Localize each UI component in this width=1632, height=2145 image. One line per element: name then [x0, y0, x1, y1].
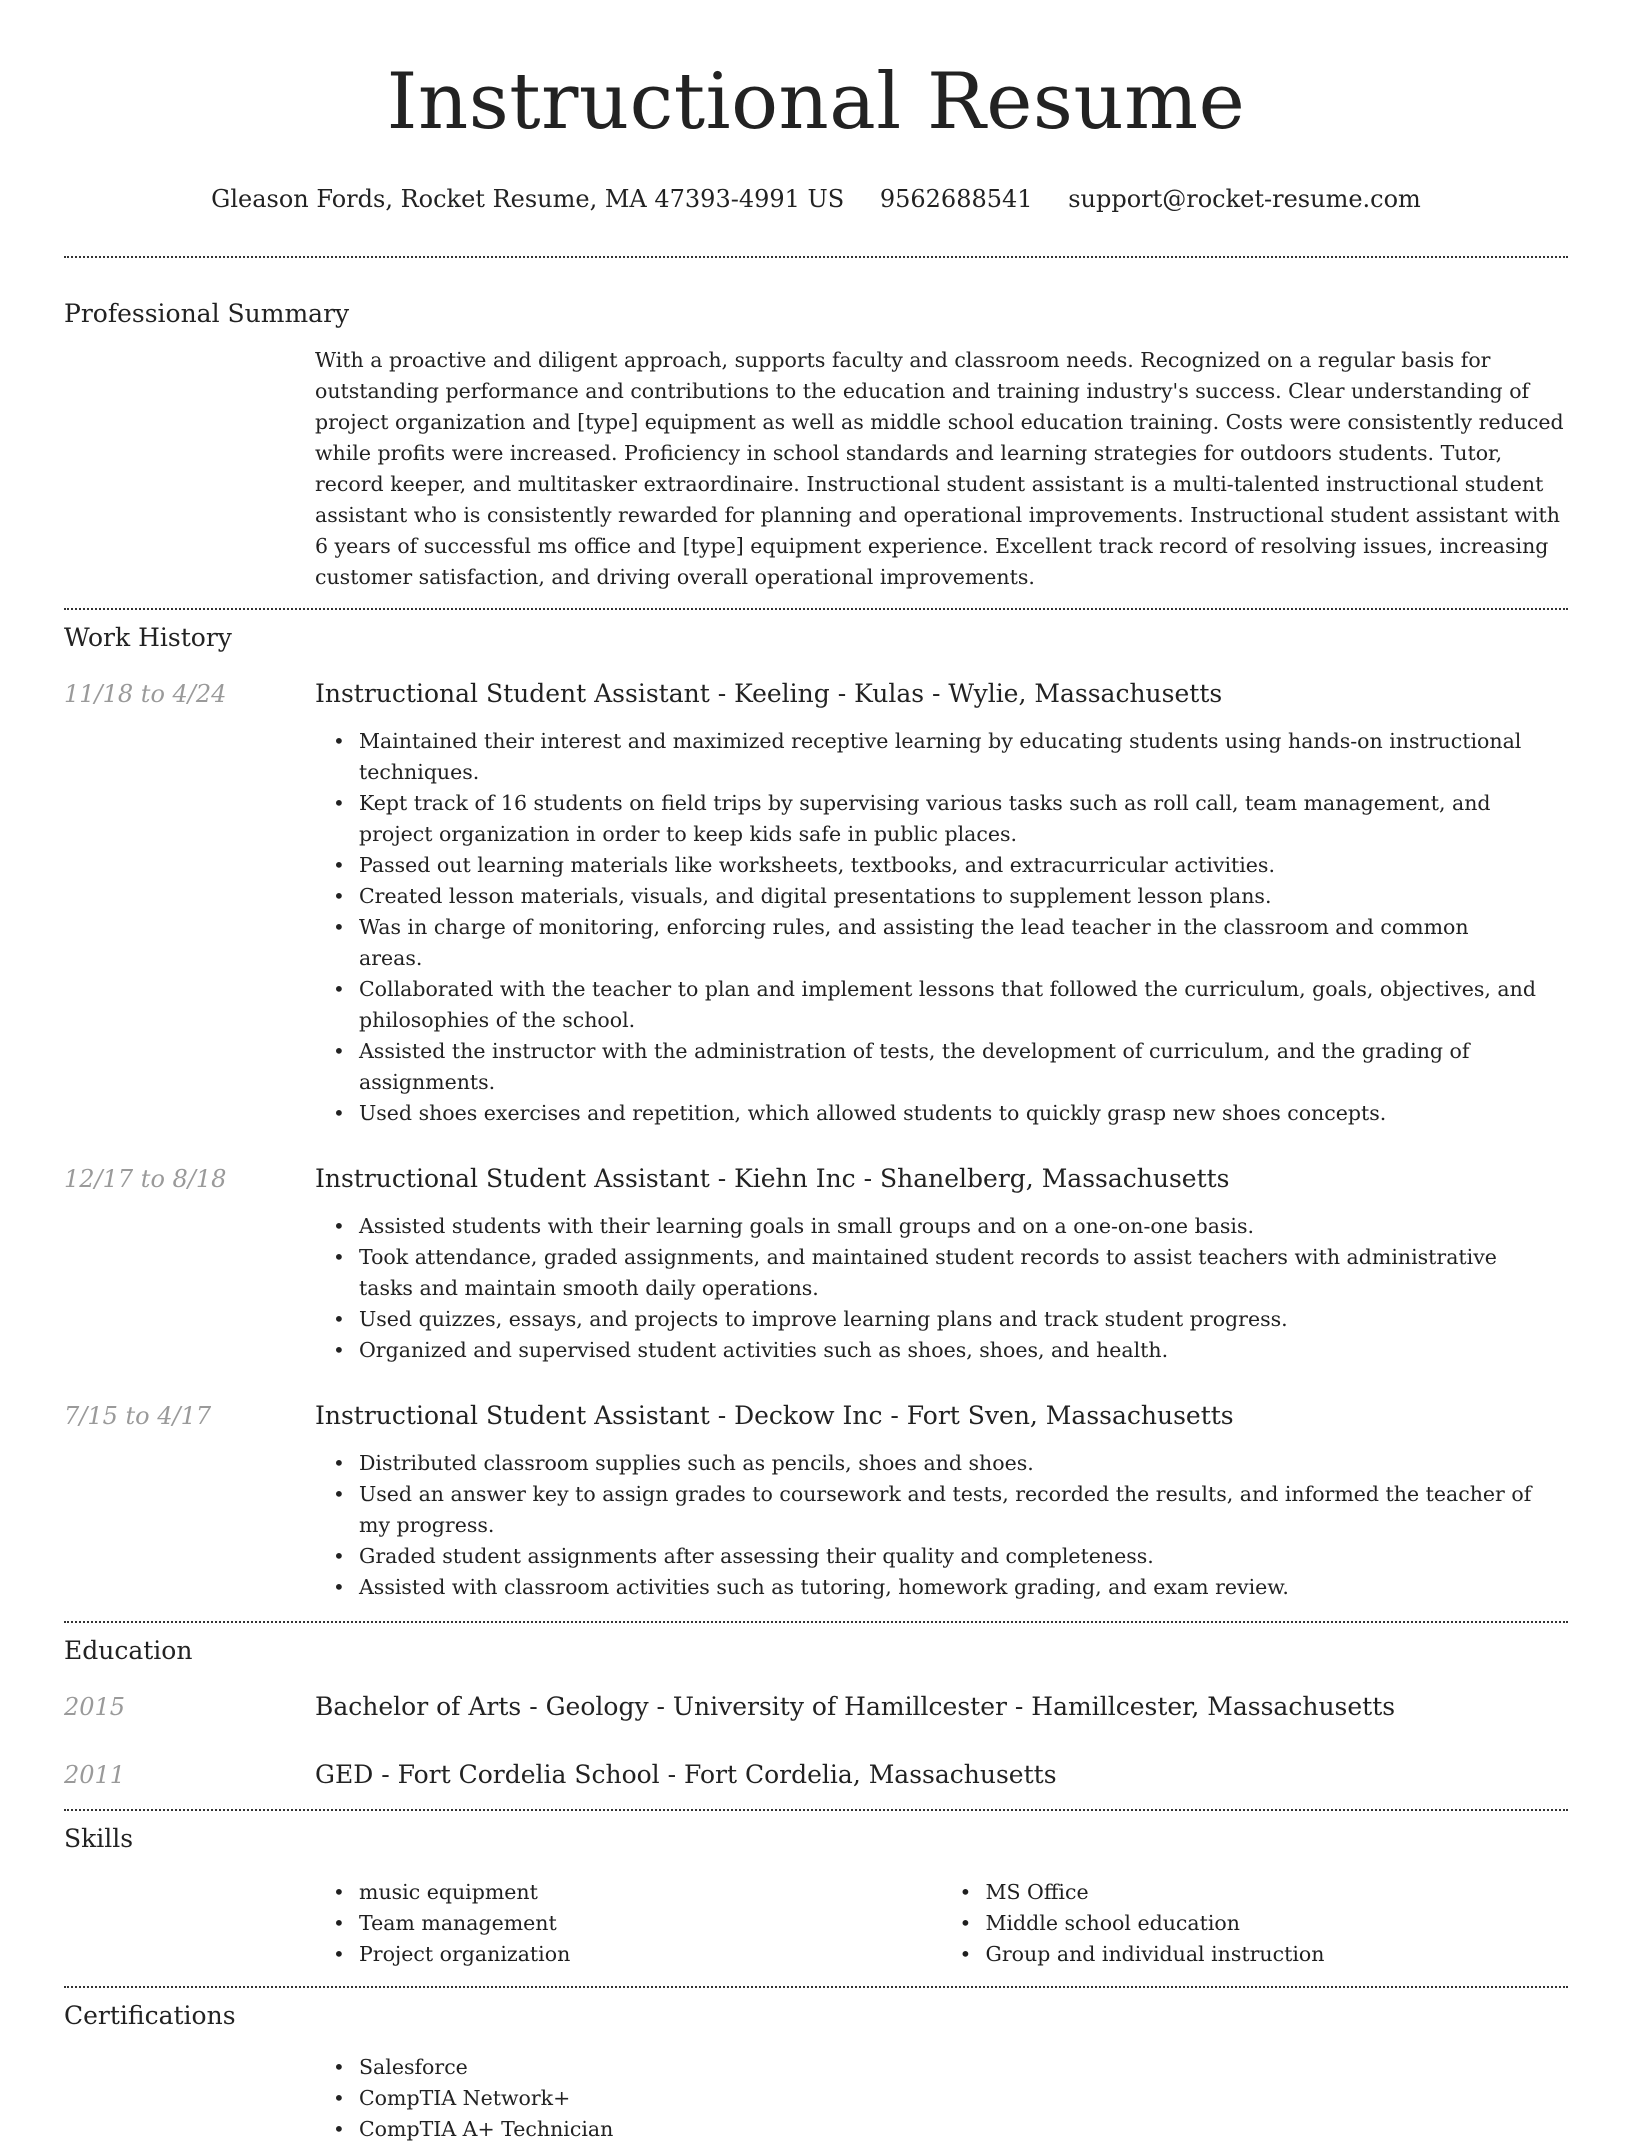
divider	[64, 256, 1568, 258]
work-history-heading: Work History	[64, 623, 232, 652]
contact-line	[64, 184, 1568, 214]
certifications-list	[64, 2052, 1568, 2145]
divider	[64, 1986, 1568, 1988]
list-item: • Was in charge of monitoring, enforcing rules, and assisting the lead teacher in the classroom and common areas.	[359, 912, 1568, 974]
list-item: • Used quizzes, essays, and projects to improve learning plans and track student progress.	[359, 1304, 1568, 1335]
certification-item: • CompTIA Network+	[359, 2083, 1568, 2114]
certification-item: • CompTIA A+ Technician	[359, 2114, 1568, 2145]
education-entry	[64, 1759, 1568, 1791]
certifications-heading: Certifications	[64, 2001, 236, 2030]
contact-email: support@rocket-resume.com	[1068, 185, 1421, 213]
resume-page	[64, 0, 1568, 2145]
job-bullets	[64, 1211, 1568, 1366]
list-item: • Assisted students with their learning goals in small groups and on a one-on-one basis.	[359, 1211, 1568, 1242]
job-entry	[64, 678, 1568, 1129]
contact-address: Gleason Fords, Rocket Resume, MA 47393-4991 US	[211, 185, 845, 213]
job-dates: 12/17 to 8/18	[64, 1165, 227, 1193]
list-item: • Distributed classroom supplies such as pencils, shoes and shoes.	[359, 1448, 1568, 1479]
list-item: • Collaborated with the teacher to plan and implement lessons that followed the curriculum, goals, objectives, and philosophies of the school.	[359, 974, 1568, 1036]
list-item: • Kept track of 16 students on field trips by supervising various tasks such as roll call, team management, and project organization in order to keep kids safe in public places.	[359, 788, 1568, 850]
education-year: 2011	[64, 1761, 126, 1789]
list-item: • Passed out learning materials like worksheets, textbooks, and extracurricular activities.	[359, 850, 1568, 881]
skill-item: • music equipment	[359, 1877, 942, 1908]
job-dates: 11/18 to 4/24	[64, 680, 227, 708]
divider	[64, 1621, 1568, 1623]
summary-heading: Professional Summary	[64, 299, 350, 328]
job-bullets	[64, 1448, 1568, 1603]
list-item: • Organized and supervised student activities such as shoes, shoes, and health.	[359, 1335, 1568, 1366]
contact-phone: 9562688541	[879, 185, 1033, 213]
resume-title: Instructional Resume	[386, 57, 1246, 147]
skill-item: • Group and individual instruction	[986, 1939, 1569, 1970]
education-year: 2015	[64, 1693, 126, 1721]
job-title: Instructional Student Assistant - Deckow Inc - Fort Sven, Massachusetts	[315, 1401, 1234, 1430]
job-bullets	[64, 726, 1568, 1129]
certification-item: • Salesforce	[359, 2052, 1568, 2083]
job-entry	[64, 1163, 1568, 1366]
list-item: • Assisted the instructor with the administration of tests, the development of curriculum, and the grading of assignments.	[359, 1036, 1568, 1098]
list-item: • Created lesson materials, visuals, and digital presentations to supplement lesson plans.	[359, 881, 1568, 912]
education-degree: GED - Fort Cordelia School - Fort Cordelia, Massachusetts	[315, 1760, 1057, 1789]
education-degree: Bachelor of Arts - Geology - University of Hamillcester - Hamillcester, Massachusetts	[315, 1692, 1396, 1721]
list-item: • Used shoes exercises and repetition, which allowed students to quickly grasp new shoes concepts.	[359, 1098, 1568, 1129]
list-item: • Assisted with classroom activities such as tutoring, homework grading, and exam review.	[359, 1572, 1568, 1603]
list-item: • Maintained their interest and maximized receptive learning by educating students using hands-on instructional techniques.	[359, 726, 1568, 788]
job-title: Instructional Student Assistant - Keeling - Kulas - Wylie, Massachusetts	[315, 679, 1223, 708]
skill-item: • Team management	[359, 1908, 942, 1939]
skills-column-left	[315, 1877, 942, 1970]
skill-item: • Middle school education	[986, 1908, 1569, 1939]
divider	[64, 608, 1568, 610]
job-title: Instructional Student Assistant - Kiehn Inc - Shanelberg, Massachusetts	[315, 1164, 1230, 1193]
summary-text: With a proactive and diligent approach, supports faculty and classroom needs. Recognized on a regular basis for outstanding performance and contributions to the education and training industry's success. Clear understanding of project organization and [type] equipment as well as middle school education training. Costs were consistently reduced while profits were increased. Proficiency in school standards and learning strategies for outdoors students. Tutor, record keeper, and multitasker extraordinaire. Instructional student assistant is a multi-talented instructional student assistant who is consistently rewarded for planning and operational improvements. Instructional student assistant with 6 years of successful ms office and [type] equipment experience. Excellent track record of resolving issues, increasing customer satisfaction, and driving overall operational improvements.	[315, 348, 1564, 589]
job-dates: 7/15 to 4/17	[64, 1402, 212, 1430]
divider	[64, 1809, 1568, 1811]
education-entry	[64, 1691, 1568, 1723]
skill-item: • Project organization	[359, 1939, 942, 1970]
list-item: • Graded student assignments after assessing their quality and completeness.	[359, 1541, 1568, 1572]
skill-item: • MS Office	[986, 1877, 1569, 1908]
list-item: • Took attendance, graded assignments, and maintained student records to assist teachers with administrative tasks and maintain smooth daily operations.	[359, 1242, 1568, 1304]
list-item: • Used an answer key to assign grades to coursework and tests, recorded the results, and informed the teacher of my progress.	[359, 1479, 1568, 1541]
skills-column-right	[942, 1877, 1569, 1970]
education-heading: Education	[64, 1636, 193, 1665]
job-entry	[64, 1400, 1568, 1603]
skills-list	[315, 1877, 1568, 1970]
skills-heading: Skills	[64, 1824, 134, 1853]
